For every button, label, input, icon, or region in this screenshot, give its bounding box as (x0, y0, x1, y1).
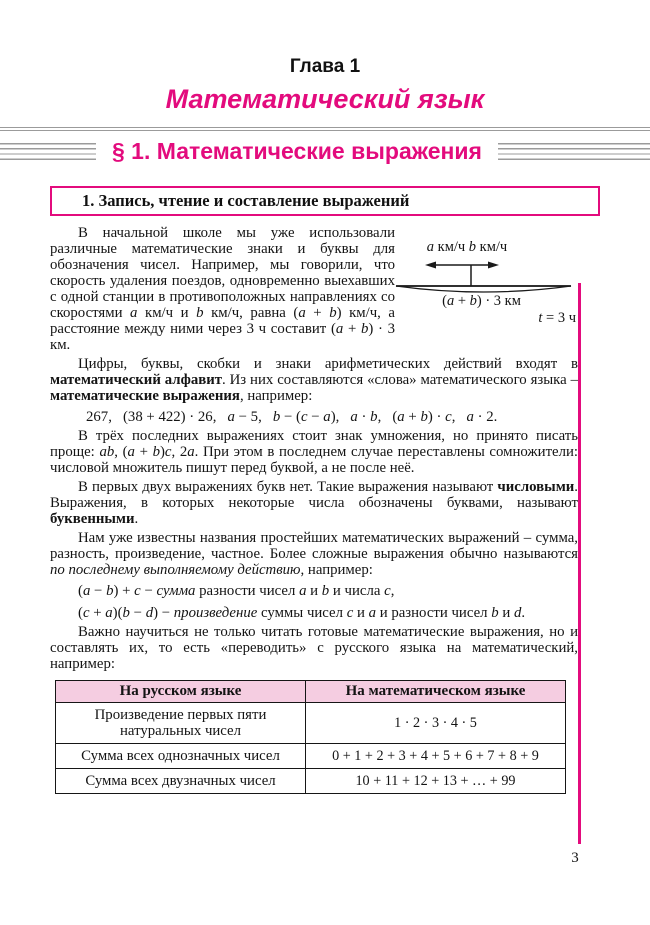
textbook-page (0, 56, 650, 925)
chapter-title: Математический язык (165, 84, 485, 114)
section-heading: § 1. Математические выражения (112, 137, 482, 164)
chapter-label: Глава 1 (289, 56, 361, 77)
arrow-right-icon (488, 262, 499, 269)
table-cell-math: 0 + 1 + 2 + 3 + 4 + 5 + 6 + 7 + 8 + 9 (306, 744, 566, 769)
example-sum-line: (a − b) + c − сумма разности чисел a и b и числа c, (78, 583, 395, 599)
distance-label: (a + b) · 3 км (442, 293, 521, 309)
table-cell-ru: Сумма всех однозначных чисел (56, 744, 306, 769)
table-header-math: На математическом языке (306, 681, 566, 703)
arrow-left-icon (425, 262, 436, 269)
table-header-ru: На русском языке (56, 681, 306, 703)
ruled-lines-left (0, 143, 96, 160)
example-product-line: (c + a)(b − d) − произведение суммы чисел c и a и разности чисел b и d. (78, 604, 526, 621)
translation-table (55, 680, 566, 794)
paragraph-multiplication: В трёх последних выражениях стоит знак умножения, но принято писать проще: ab, (a + b)c, 2a. При этом в последнем случае переставлены сомножители: числовой множитель пишут перед буквой, а не после неё. (50, 428, 579, 476)
table-row (56, 769, 566, 794)
paragraph-names: Нам уже известны названия простейших математических выражений – сумма, разность, произведение, частное. Более сложные выражения обычно называются по последнему выполняемому действию, например: (50, 530, 578, 578)
paragraph-numeric-literal: В первых двух выражениях букв нет. Такие выражения называют числовыми. Выражения, в которых некоторые числа обозначены буквами, называют буквенными. (50, 479, 578, 527)
expressions-line: 267, (38 + 422) · 26, a − 5, b − (c − a), a · b, (a + b) · c, a · 2. (86, 409, 498, 425)
table-cell-math: 10 + 11 + 12 + 13 + … + 99 (306, 769, 566, 794)
speed-a-label: a км/ч (426, 239, 466, 255)
table-cell-ru: Сумма всех двузначных чисел (56, 769, 306, 794)
subsection-heading: 1. Запись, чтение и составление выражений (50, 186, 600, 216)
paragraph-alphabet: Цифры, буквы, скобки и знаки арифметических действий входят в математический алфавит. Из них составляются «слова» математического языка – математические выражения, например: (50, 356, 578, 404)
table-cell-math: 1 · 2 · 3 · 4 · 5 (306, 703, 566, 744)
table-row (56, 744, 566, 769)
table-cell-ru: Произведение первых пяти натуральных чисел (56, 703, 306, 744)
ruled-lines-top (0, 127, 650, 131)
page-number: 3 (571, 850, 579, 866)
section-banner (0, 127, 650, 167)
accent-rule (578, 283, 581, 844)
time-label: t = 3 ч (538, 310, 576, 326)
speed-diagram (395, 239, 578, 334)
article-body (0, 225, 650, 794)
table-header-row (56, 681, 566, 703)
table-row (56, 703, 566, 744)
paragraph-translate: Важно научиться не только читать готовые математические выражения, но и составлять их, то есть «переводить» с русского языка на математический, например: (50, 624, 578, 672)
paragraph-intro: В начальной школе мы уже использовали различные математические знаки и буквы для обозначения чисел. Например, мы говорили, что скорость удаления поездов, одновременно выехавших с одной станции в противоположных направлениях со скоростями a км/ч и b км/ч, равна (a + b) км/ч, а расстояние между ними через 3 ч составит (a + b) · 3 км. (50, 225, 395, 353)
ruled-lines-right (498, 143, 650, 160)
speed-b-label: b км/ч (468, 239, 508, 255)
